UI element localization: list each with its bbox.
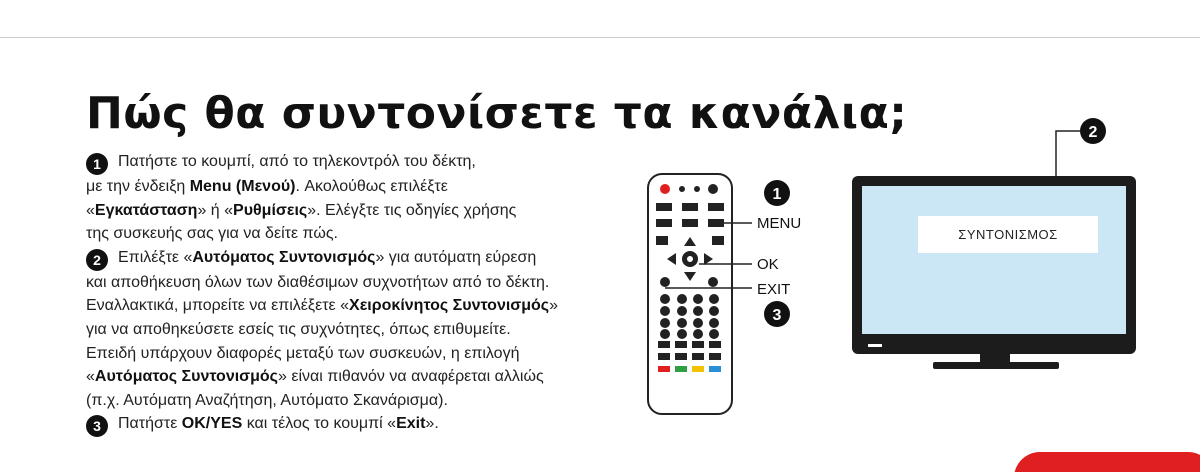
number-key-icon <box>709 294 719 304</box>
svg-text:2: 2 <box>1088 124 1098 141</box>
power-button-icon <box>660 184 670 194</box>
number-key-icon <box>677 306 687 316</box>
step-1-line: 1 Πατήστε το κουμπί, από το τηλεκοντρόλ του δέκτη, <box>86 150 646 175</box>
svg-text:3: 3 <box>772 307 782 324</box>
page-title: Πώς θα συντονίσετε τα κανάλια; <box>86 88 908 139</box>
menu-label: MENU <box>757 215 802 232</box>
yellow-key-icon <box>692 366 704 372</box>
number-key-icon <box>677 329 687 339</box>
step-1-badge: 1 <box>86 153 108 175</box>
tv-icon <box>852 176 1136 369</box>
number-key-icon <box>660 306 670 316</box>
step-2-badge: 2 <box>86 249 108 271</box>
number-key-icon <box>709 306 719 316</box>
number-key-icon <box>693 329 703 339</box>
red-key-icon <box>658 366 670 372</box>
red-tab-shape <box>1014 452 1200 472</box>
number-key-icon <box>677 294 687 304</box>
number-key-icon <box>709 318 719 328</box>
step-3-badge: 3 <box>86 415 108 437</box>
number-key-icon <box>660 294 670 304</box>
tv-screen <box>862 186 1126 334</box>
ok-label: OK <box>757 256 779 273</box>
svg-text:1: 1 <box>772 186 782 203</box>
number-key-icon <box>709 329 719 339</box>
number-key-icon <box>660 318 670 328</box>
number-key-icon <box>693 318 703 328</box>
tv-stand <box>933 362 1059 369</box>
blue-key-icon <box>709 366 721 372</box>
number-key-icon <box>693 306 703 316</box>
tuning-menu-text: ΣΥΝΤΟΝΙΣΜΟΣ <box>958 227 1058 242</box>
number-key-icon <box>677 318 687 328</box>
number-key-icon <box>693 294 703 304</box>
step-3-line: 3 Πατήστε OK/YES και τέλος το κουμπί «Exit». <box>86 412 646 437</box>
exit-button-icon <box>660 277 670 287</box>
green-key-icon <box>675 366 687 372</box>
number-key-icon <box>660 329 670 339</box>
step-2-line: 2 Επιλέξτε «Αυτόματος Συντονισμός» για αυτόματη εύρεση <box>86 246 646 271</box>
instructions: 1 Πατήστε το κουμπί, από το τηλεκοντρόλ του δέκτη, με την ένδειξη Menu (Μενού). Ακολούθως επιλέξτε «Εγκατάσταση» ή «Ρυθμίσεις». Ελέγξτε τις οδηγίες χρήσης της συσκευής σας για να δείτε πώς. 2 Επιλέξτε «Αυτόματος Συντονισμός» για αυτόματη εύρεση και αποθήκευση όλων των διαθέσιμων συχνοτήτων από το δέκτη. Εναλλακτικά, μπορείτε να επιλέξετε «Χειροκίνητος Συντονισμός» για να αποθηκεύσετε εσείς τις συχνότητες, όπως επιθυμείτε. Επειδή υπάρχουν διαφορές μεταξύ των συσκευών, η επιλογή «Αυτόματος Συντονισμός» είναι πιθανόν να αναφέρεται αλλιώς (π.χ. Αυτόματη Αναζήτηση, Αυτόματο Σκανάρισμα). 3 Πατήστε OK/YES και τέλος το κουμπί «Exit». <box>86 150 646 437</box>
remote-control-icon <box>648 174 732 414</box>
exit-label: EXIT <box>757 281 791 298</box>
